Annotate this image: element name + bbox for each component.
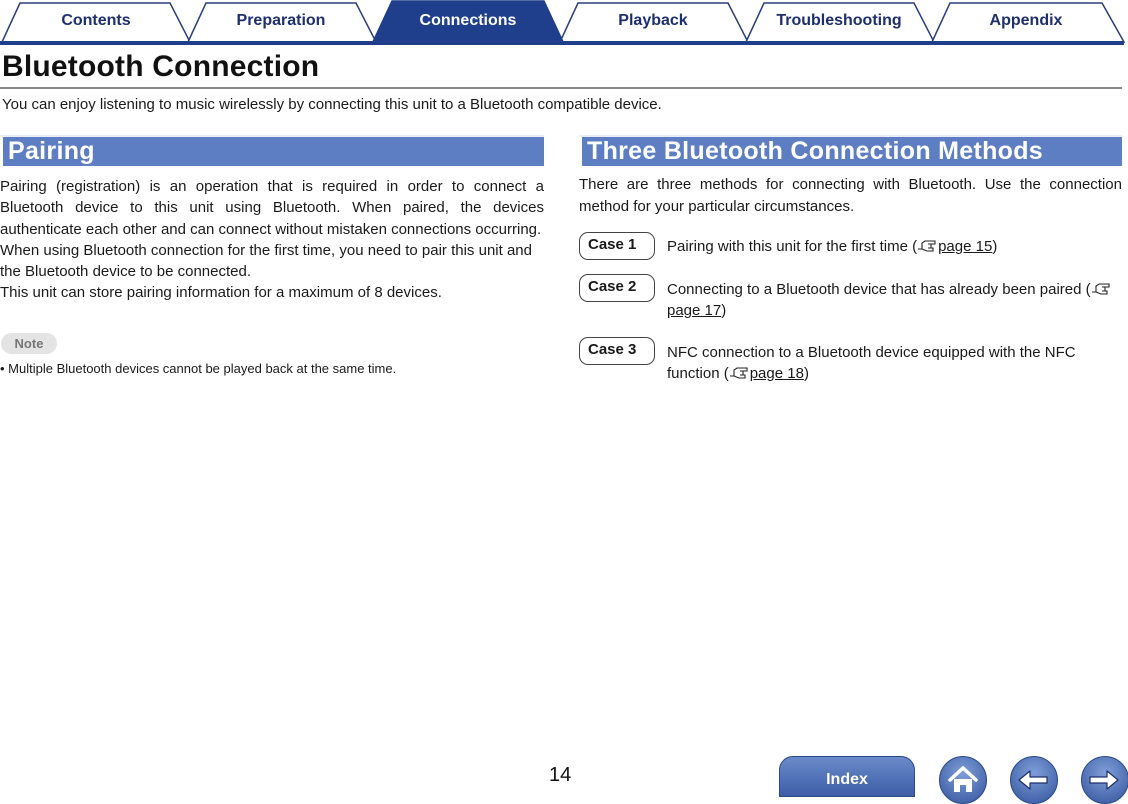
page-title: Bluetooth Connection [2, 50, 320, 83]
tab-troubleshooting[interactable]: Troubleshooting [776, 12, 902, 29]
tab-contents[interactable]: Contents [61, 12, 131, 29]
note-badge: Note [1, 333, 57, 354]
page-link-15[interactable]: page 15 [938, 238, 993, 255]
pairing-paragraph-3: This unit can store pairing information for a maximum of 8 devices. [0, 284, 442, 302]
page-intro: You can enjoy listening to music wirelessly by connecting this unit to a Bluetooth compatible device. [2, 96, 662, 113]
home-icon [940, 757, 986, 803]
page-link-17[interactable]: page 17 [667, 302, 722, 319]
pointing-hand-icon [729, 366, 749, 380]
tab-bar [0, 0, 1128, 46]
arrow-right-icon [1082, 757, 1128, 803]
tab-playback[interactable]: Playback [618, 12, 688, 29]
case-close-2: ) [721, 302, 727, 319]
methods-heading: Three Bluetooth Connection Methods [579, 135, 1122, 166]
pairing-body [0, 176, 544, 304]
page-link-18[interactable]: page 18 [749, 365, 804, 382]
methods-intro: There are three methods for connecting with Bluetooth. Use the connection method for your particular circumstances. [579, 176, 1122, 215]
tab-appendix[interactable]: Appendix [989, 12, 1063, 29]
case-text-1 [667, 236, 1122, 257]
case-badge-3: Case 3 [579, 337, 655, 365]
pointing-hand-icon [917, 239, 937, 253]
arrow-left-icon [1011, 757, 1057, 803]
page-number: 14 [549, 764, 572, 786]
tab-connections[interactable]: Connections [419, 12, 517, 29]
index-button[interactable]: Index [779, 756, 915, 797]
note-text: • Multiple Bluetooth devices cannot be played back at the same time. [0, 361, 397, 376]
case-description-3: NFC connection to a Bluetooth device equipped with the NFC function ( [667, 344, 1076, 382]
tab-preparation[interactable]: Preparation [236, 12, 326, 29]
pairing-heading: Pairing [0, 135, 544, 166]
case-text-3 [667, 342, 1122, 384]
pairing-paragraph-1: Pairing (registration) is an operation that is required in order to connect a Bluetooth device to this unit using Bluetooth. When paired, the devices authenticate each other and can connect without mistaken connections occurring. [0, 178, 544, 238]
case-description-1: Pairing with this unit for the first time ( [667, 238, 918, 255]
case-close-3: ) [803, 365, 809, 382]
case-badge-1: Case 1 [579, 232, 655, 260]
pairing-paragraph-2: When using Bluetooth connection for the first time, you need to pair this unit and the Bluetooth device to be connected. [0, 241, 532, 281]
case-description-2: Connecting to a Bluetooth device that has already been paired ( [667, 281, 1091, 298]
case-text-2 [667, 279, 1122, 321]
case-badge-2: Case 2 [579, 274, 655, 302]
pointing-hand-icon [1091, 282, 1111, 296]
title-divider [0, 87, 1122, 89]
case-close-1: ) [992, 238, 998, 255]
